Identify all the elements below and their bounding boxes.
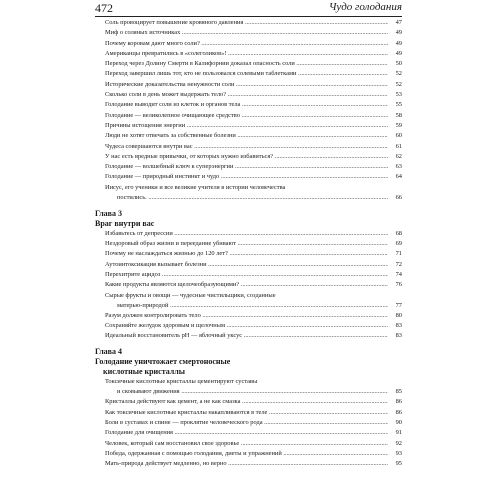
toc-entry-title: Чудеса совершаются внутри вас ..... (105, 142, 388, 152)
toc-entry-title: Голодание — великолепное очищающее средство ..... (105, 111, 388, 121)
toc-entry-page: 52 (395, 69, 402, 79)
toc-entry-title: Голодание — природный инстинкт и чудо ..... (105, 172, 388, 182)
table-of-contents (95, 18, 402, 470)
toc-entry (95, 183, 402, 203)
toc-entry (95, 260, 402, 270)
toc-entry-title-continued: и сковывают движения ..... (117, 387, 388, 397)
toc-entry-title: Как токсичные кислотные кристаллы накапливаются в теле ..... (105, 408, 388, 418)
toc-entry-title: Американцы превратились в «солеголиков»! ..... (105, 49, 388, 59)
toc-entry-page: 59 (395, 121, 402, 131)
toc-entry-page: 83 (395, 331, 402, 341)
toc-entry (95, 80, 402, 90)
toc-entry-title: Голодание выводит соли из клеток и органов тела ..... (105, 100, 388, 110)
toc-entry-title: Миф о соляных источниках ..... (105, 28, 388, 38)
toc-entry-page: 61 (395, 142, 402, 152)
toc-entry-page: 69 (395, 239, 402, 249)
toc-entry-title: Почему не наслаждаться жизнью до 120 лет? ..... (105, 249, 388, 259)
toc-entry (95, 59, 402, 69)
page-number: 472 (95, 1, 113, 15)
toc-entry-title: Избавьтесь от депрессии ..... (105, 229, 388, 239)
toc-entry-title: Аутоинтоксикация вызывает болезни ..... (105, 260, 388, 270)
toc-entry-page: 95 (395, 459, 402, 469)
toc-entry-title: Иисус, его ученики и все великие учителя в истории человечества (105, 183, 286, 191)
toc-entry-title: Кристаллы действуют как цемент, а не как смазка ..... (105, 397, 388, 407)
toc-entry (95, 111, 402, 121)
toc-entry-title: Победа, одержанная с помощью голодания, диеты и упражнений ..... (105, 449, 388, 459)
toc-entry-page: 64 (395, 172, 402, 182)
toc-entry (95, 291, 402, 311)
toc-entry-title: Какие продукты являются щелочеобразующими? ..... (105, 280, 388, 290)
toc-entry-title: Боли в суставах и спине — проклятие человеческого рода ..... (105, 418, 388, 428)
toc-entry-title: Исторические доказательства ненужности соли ..... (105, 80, 388, 90)
toc-entry (95, 280, 402, 290)
toc-entry-page: 91 (395, 428, 402, 438)
toc-entry (95, 311, 402, 321)
toc-entry (95, 229, 402, 239)
toc-entry-title: Нездоровый образ жизни и переедание убивают ..... (105, 239, 388, 249)
toc-entry (95, 459, 402, 469)
toc-entry-title: Перехитрите ацидоз ..... (105, 270, 388, 280)
chapter-label: Глава 4 (95, 347, 122, 357)
toc-entry-page: 80 (395, 311, 402, 321)
toc-entry (95, 142, 402, 152)
toc-entry (95, 49, 402, 59)
toc-entry-title: Человек, который сам восстановил свое здоровье ..... (105, 439, 388, 449)
toc-entry-page: 85 (395, 387, 402, 397)
toc-entry (95, 131, 402, 141)
chapter-title: Голодание уничтожает смертоносные (95, 357, 231, 367)
chapter-label: Глава 3 (95, 208, 122, 218)
chapter-title: Враг внутри вас (95, 218, 155, 228)
toc-entry-page: 49 (395, 49, 402, 59)
page-header (95, 2, 402, 17)
toc-entry-title: Причины истощения энергии ..... (105, 121, 388, 131)
toc-entry-title: Мать-природа действует медленно, но верно ..... (105, 459, 388, 469)
toc-entry (95, 90, 402, 100)
toc-entry-title: Голодание для очищения ..... (105, 428, 388, 438)
toc-entry-page: 50 (395, 59, 402, 69)
toc-entry-page: 72 (395, 260, 402, 270)
toc-entry-page: 83 (395, 321, 402, 331)
toc-entry-page: 53 (395, 90, 402, 100)
toc-entry-title: Идеальный восстановитель pH — яблочный уксус ..... (105, 331, 388, 341)
toc-entry (95, 449, 402, 459)
toc-entry (95, 18, 402, 28)
toc-entry-page: 52 (395, 80, 402, 90)
toc-entry (95, 408, 402, 418)
toc-entry (95, 100, 402, 110)
toc-entry-page: 68 (395, 229, 402, 239)
toc-entry (95, 39, 402, 49)
toc-entry (95, 377, 402, 397)
toc-entry (95, 270, 402, 280)
toc-entry-title: Люди не хотят отвечать за собственные болезни ..... (105, 131, 388, 141)
toc-entry-title: Разум должен контролировать тело ..... (105, 311, 388, 321)
toc-entry (95, 172, 402, 182)
toc-entry (95, 28, 402, 38)
toc-entry-title-continued: матерью-природой ..... (117, 301, 388, 311)
toc-entry-page: 92 (395, 439, 402, 449)
toc-entry (95, 397, 402, 407)
toc-entry-page: 86 (395, 397, 402, 407)
toc-entry-title: Токсичные кислотные кристаллы цементируют суставы (105, 378, 258, 386)
toc-entry-page: 58 (395, 111, 402, 121)
toc-entry (95, 331, 402, 341)
toc-entry-page: 55 (395, 100, 402, 110)
toc-entry-page: 49 (395, 39, 402, 49)
toc-entry (95, 162, 402, 172)
toc-entry-page: 47 (395, 18, 402, 28)
toc-entry-title: У нас есть вредные привычки, от которых нужно избавиться? ..... (105, 152, 388, 162)
toc-entry (95, 69, 402, 79)
toc-entry (95, 121, 402, 131)
toc-entry (95, 239, 402, 249)
chapter-title: кислотные кристаллы (103, 367, 186, 377)
toc-entry-title: Голодание — волшебный ключ к суперэнергии ..... (105, 162, 388, 172)
toc-entry-page: 86 (395, 408, 402, 418)
toc-entry-page: 66 (395, 193, 402, 203)
toc-entry (95, 321, 402, 331)
toc-entry-title: Переход через Долину Смерти в Калифорнии доказал опасность соли ..... (105, 59, 388, 69)
running-title: Чудо голодания (328, 1, 402, 13)
toc-entry-page: 49 (395, 28, 402, 38)
toc-entry-title-continued: постились. ..... (117, 193, 388, 203)
toc-entry (95, 439, 402, 449)
toc-entry-page: 93 (395, 449, 402, 459)
toc-entry-page: 74 (395, 270, 402, 280)
toc-entry (95, 428, 402, 438)
toc-entry (95, 418, 402, 428)
toc-entry (95, 152, 402, 162)
toc-entry-title: Переход завершил лишь тот, кто не пользовался солевыми таблетками ..... (105, 69, 388, 79)
toc-entry-page: 71 (395, 249, 402, 259)
toc-entry (95, 249, 402, 259)
toc-entry-title: Почему коровам дают много соли? ..... (105, 39, 388, 49)
toc-entry-page: 62 (395, 152, 402, 162)
toc-entry-page: 76 (395, 280, 402, 290)
toc-entry-page: 60 (395, 131, 402, 141)
toc-entry-page: 77 (395, 301, 402, 311)
toc-entry-title: Сохраняйте желудок здоровым и щелочным ..... (105, 321, 388, 331)
toc-entry-page: 63 (395, 162, 402, 172)
toc-entry-page: 90 (395, 418, 402, 428)
toc-entry-title: Сырые фрукты и овощи — чудесные чистильщики, созданные (105, 291, 276, 299)
toc-entry-title: Сколько соли в день может выдержать тело? ..... (105, 90, 388, 100)
toc-entry-title: Соль провоцирует повышение кровяного давления ..... (105, 18, 388, 28)
